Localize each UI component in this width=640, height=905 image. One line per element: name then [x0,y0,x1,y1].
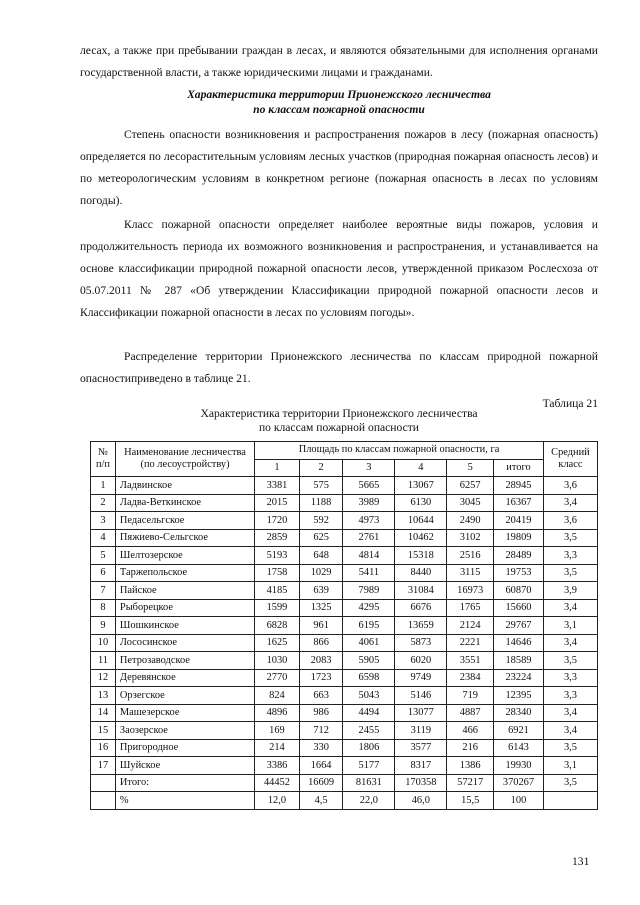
table-row [91,617,598,635]
area-cell: 29767 [494,617,544,635]
area-cell: 8317 [395,757,447,775]
avg-class-cell: 3,5 [543,774,597,792]
table-row [91,774,598,792]
section-heading-line-2: по классам пожарной опасности [253,103,425,116]
fire-class-table [90,441,598,810]
area-cell: 2516 [447,547,494,565]
row-number: 7 [91,582,116,600]
area-cell: 2015 [255,494,300,512]
area-cell: 1765 [447,599,494,617]
area-cell: 46,0 [395,792,447,810]
row-number: 13 [91,687,116,705]
intro-paragraph: лесах, а также при пребывании граждан в лесах, и являются обязательными для исполнения органами государственной власти, а также юридическими лицами и гражданами. [80,44,598,79]
area-cell: 6257 [447,477,494,495]
table-row [91,669,598,687]
area-cell: 5193 [255,547,300,565]
area-cell: 8440 [395,564,447,582]
table-row [91,652,598,670]
area-cell: 6676 [395,599,447,617]
area-cell: 1625 [255,634,300,652]
area-cell: 5665 [343,477,395,495]
avg-class-cell: 3,4 [543,494,597,512]
table-row [91,477,598,495]
area-cell: 15660 [494,599,544,617]
paragraph-fire-class: Класс пожарной опасности определяет наиболее вероятные виды пожаров, условия и продолжительность периода их возможного возникновения и распространения, и устанавливается на основе классификации природной пожарной опасности лесов, утвержденной приказом Рослесхоза от 05.07.2011 № 287 «Об утверждении Классификации природной пожарной опасности лесов и Классификации пожарной опасности в лесах по условиям погоды». [80,218,598,319]
forestry-name: Шуйское [115,757,254,775]
forestry-name: Шошкинское [115,617,254,635]
area-cell: 648 [299,547,343,565]
area-cell: 4896 [255,704,300,722]
area-cell: 4295 [343,599,395,617]
area-cell: 16973 [447,582,494,600]
area-cell: 19809 [494,529,544,547]
area-cell: 28340 [494,704,544,722]
area-cell: 10644 [395,512,447,530]
area-cell: 1386 [447,757,494,775]
area-cell: 4061 [343,634,395,652]
table-row [91,599,598,617]
header-class-5: 5 [447,459,494,477]
avg-class-cell: 3,1 [543,757,597,775]
area-cell: 6828 [255,617,300,635]
area-cell: 1599 [255,599,300,617]
header-class-1: 1 [255,459,300,477]
area-cell: 824 [255,687,300,705]
row-number: 3 [91,512,116,530]
header-class-3: 3 [343,459,395,477]
avg-class-cell: 3,6 [543,512,597,530]
area-cell: 9749 [395,669,447,687]
area-cell: 4887 [447,704,494,722]
table-row [91,634,598,652]
area-cell: 13659 [395,617,447,635]
area-cell: 16367 [494,494,544,512]
area-cell: 639 [299,582,343,600]
table-row [91,529,598,547]
area-cell: 4185 [255,582,300,600]
area-cell: 100 [494,792,544,810]
area-cell: 10462 [395,529,447,547]
table-row [91,722,598,740]
area-cell: 1806 [343,739,395,757]
area-cell: 5873 [395,634,447,652]
row-number: 5 [91,547,116,565]
area-cell: 60870 [494,582,544,600]
avg-class-cell: 3,4 [543,704,597,722]
forestry-name: Орзегское [115,687,254,705]
avg-class-cell: 3,3 [543,669,597,687]
forestry-name: Машезерское [115,704,254,722]
area-cell: 12,0 [255,792,300,810]
forestry-name: Таржепольское [115,564,254,582]
area-cell: 5411 [343,564,395,582]
area-cell: 81631 [343,774,395,792]
table-row [91,582,598,600]
forestry-name: Рыборецкое [115,599,254,617]
area-cell: 625 [299,529,343,547]
row-number: 14 [91,704,116,722]
section-heading-line-1: Характеристика территории Прионежского лесничества [187,88,491,101]
forestry-name: Пяжиево-Сельгское [115,529,254,547]
avg-class-cell: 3,5 [543,739,597,757]
table-row [91,494,598,512]
table-row [91,687,598,705]
avg-class-cell: 3,4 [543,599,597,617]
header-name: Наименование лесничества (по лесоустройству) [115,442,254,477]
table-row [91,739,598,757]
row-number [91,774,116,792]
avg-class-cell: 3,9 [543,582,597,600]
area-cell: 169 [255,722,300,740]
area-cell: 2124 [447,617,494,635]
area-cell: 986 [299,704,343,722]
row-number: 16 [91,739,116,757]
area-cell: 6598 [343,669,395,687]
forestry-name: Итого: [115,774,254,792]
area-cell: 663 [299,687,343,705]
forestry-name: Ладвинское [115,477,254,495]
header-class-4: 4 [395,459,447,477]
area-cell: 1758 [255,564,300,582]
area-cell: 1720 [255,512,300,530]
area-cell: 18589 [494,652,544,670]
avg-class-cell: 3,3 [543,687,597,705]
area-cell: 4814 [343,547,395,565]
area-cell: 2384 [447,669,494,687]
area-cell: 6130 [395,494,447,512]
row-number: 10 [91,634,116,652]
area-cell: 5043 [343,687,395,705]
area-cell: 3115 [447,564,494,582]
table-row [91,564,598,582]
table-body [91,477,598,810]
header-num: № п/п [91,442,116,477]
forestry-name: Ладва-Веткинское [115,494,254,512]
area-cell: 5177 [343,757,395,775]
area-cell: 2859 [255,529,300,547]
area-cell: 4973 [343,512,395,530]
area-cell: 6921 [494,722,544,740]
row-number: 12 [91,669,116,687]
area-cell: 6020 [395,652,447,670]
header-total: итого [494,459,544,477]
area-cell: 170358 [395,774,447,792]
area-cell: 3119 [395,722,447,740]
area-cell: 4494 [343,704,395,722]
paragraph-fire-danger: Степень опасности возникновения и распространения пожаров в лесу (пожарная опасность) определяется по лесорастительным условиям лесных участков (природная пожарная опасность лесов) и по метеорологическим условиям в конкретном регионе (пожарная опасность в лесах по условиям погоды). [80,128,598,207]
area-cell: 216 [447,739,494,757]
forestry-name: Шелтозерское [115,547,254,565]
area-cell: 2770 [255,669,300,687]
table-caption [80,407,598,435]
forestry-name: % [115,792,254,810]
area-cell: 16609 [299,774,343,792]
area-cell: 12395 [494,687,544,705]
avg-class-cell: 3,4 [543,634,597,652]
area-cell: 19930 [494,757,544,775]
header-area: Площадь по классам пожарной опасности, га [255,442,544,460]
table-row [91,792,598,810]
area-cell: 14646 [494,634,544,652]
row-number: 15 [91,722,116,740]
table-label: Таблица 21 [542,397,598,410]
area-cell: 2490 [447,512,494,530]
area-cell: 719 [447,687,494,705]
area-cell: 3386 [255,757,300,775]
row-number: 4 [91,529,116,547]
area-cell: 866 [299,634,343,652]
area-cell: 3989 [343,494,395,512]
table-row [91,512,598,530]
area-cell: 5905 [343,652,395,670]
row-number: 17 [91,757,116,775]
table-row [91,757,598,775]
row-number: 1 [91,477,116,495]
area-cell: 6195 [343,617,395,635]
area-cell: 3381 [255,477,300,495]
header-class-2: 2 [299,459,343,477]
forestry-name: Лососинское [115,634,254,652]
avg-class-cell: 3,3 [543,547,597,565]
area-cell: 15318 [395,547,447,565]
header-avg-class: Средний класс [543,442,597,477]
avg-class-cell: 3,6 [543,477,597,495]
table-caption-line-2: по классам пожарной опасности [258,421,420,434]
forestry-name: Педасельгское [115,512,254,530]
table-row [91,547,598,565]
forestry-name: Пригородное [115,739,254,757]
area-cell: 28489 [494,547,544,565]
area-cell: 1325 [299,599,343,617]
avg-class-cell [543,792,597,810]
area-cell: 28945 [494,477,544,495]
table-row [91,704,598,722]
forestry-name: Деревянское [115,669,254,687]
row-number: 8 [91,599,116,617]
area-cell: 15,5 [447,792,494,810]
area-cell: 20419 [494,512,544,530]
forestry-name: Петрозаводское [115,652,254,670]
area-cell: 214 [255,739,300,757]
area-cell: 330 [299,739,343,757]
area-cell: 13077 [395,704,447,722]
area-cell: 1029 [299,564,343,582]
area-cell: 712 [299,722,343,740]
table-caption-line-1: Характеристика территории Прионежского лесничества [200,407,478,420]
area-cell: 2761 [343,529,395,547]
area-cell: 19753 [494,564,544,582]
area-cell: 3045 [447,494,494,512]
area-cell: 575 [299,477,343,495]
area-cell: 1188 [299,494,343,512]
row-number: 6 [91,564,116,582]
area-cell: 22,0 [343,792,395,810]
row-number: 2 [91,494,116,512]
area-cell: 2455 [343,722,395,740]
area-cell: 1030 [255,652,300,670]
area-cell: 57217 [447,774,494,792]
avg-class-cell: 3,1 [543,617,597,635]
area-cell: 31084 [395,582,447,600]
area-cell: 6143 [494,739,544,757]
area-cell: 1723 [299,669,343,687]
area-cell: 5146 [395,687,447,705]
area-cell: 44452 [255,774,300,792]
avg-class-cell: 3,5 [543,564,597,582]
area-cell: 592 [299,512,343,530]
avg-class-cell: 3,5 [543,652,597,670]
forestry-name: Пайское [115,582,254,600]
avg-class-cell: 3,4 [543,722,597,740]
row-number: 11 [91,652,116,670]
area-cell: 3577 [395,739,447,757]
area-cell: 961 [299,617,343,635]
row-number: 9 [91,617,116,635]
area-cell: 2083 [299,652,343,670]
area-cell: 1664 [299,757,343,775]
row-number [91,792,116,810]
area-cell: 370267 [494,774,544,792]
area-cell: 3102 [447,529,494,547]
page-number: 131 [572,855,590,868]
paragraph-distribution: Распределение территории Прионежского лесничества по классам природной пожарной опасностиприведено в таблице 21. [80,350,598,385]
avg-class-cell: 3,5 [543,529,597,547]
section-heading [80,87,598,117]
area-cell: 3551 [447,652,494,670]
area-cell: 23224 [494,669,544,687]
area-cell: 2221 [447,634,494,652]
area-cell: 466 [447,722,494,740]
forestry-name: Заозерское [115,722,254,740]
area-cell: 7989 [343,582,395,600]
area-cell: 4,5 [299,792,343,810]
area-cell: 13067 [395,477,447,495]
